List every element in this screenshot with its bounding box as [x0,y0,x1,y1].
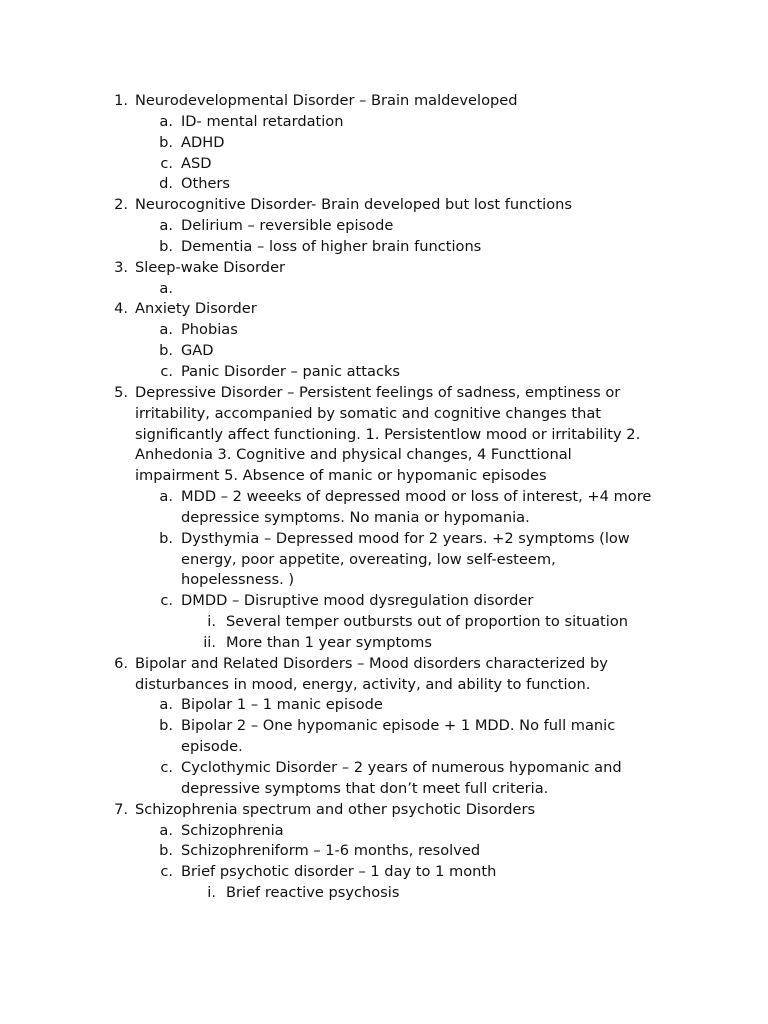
list-marker: i. [207,884,216,902]
outline-item-text: Depressive Disorder – Persistent feelings of sadness, emptiness or [135,383,621,401]
outline-item-level-1 [0,404,768,425]
outline-item-level-1 [0,195,768,216]
outline-item-text: Bipolar and Related Disorders – Mood disorders characterized by [135,654,608,672]
outline-item-text: depressive symptoms that don’t meet full criteria. [181,779,549,797]
outline-item-level-2 [0,591,768,612]
outline-item-level-1 [0,800,768,821]
outline-item-text: impairment 5. Absence of manic or hypomanic episodes [135,467,547,485]
list-marker: b. [159,237,173,255]
outline-item-level-1 [0,445,768,466]
outline-item-level-2 [0,279,768,300]
outline-item-text: Cyclothymic Disorder – 2 years of numerous hypomanic and [181,759,622,776]
list-marker: c. [160,362,173,380]
outline-item-text: DMDD – Disruptive mood dysregulation disorder [181,592,534,610]
list-marker: a. [159,488,173,506]
outline-list [0,91,768,904]
outline-item-level-2 [0,154,768,175]
outline-item-level-3 [0,633,768,654]
outline-item-text: depressice symptoms. No mania or hypomania. [181,508,530,526]
outline-item-text: Brief reactive psychosis [226,884,400,902]
outline-item-text: Dementia – loss of higher brain functions [181,237,482,255]
outline-item-level-2 [0,112,768,133]
outline-item-level-1 [0,654,768,675]
outline-item-level-1 [0,675,768,696]
outline-item-text: energy, poor appetite, overeating, low self-esteem, [181,550,556,568]
outline-item-level-2 [0,362,768,383]
outline-item-level-2 [0,341,768,362]
outline-item-level-2 [0,320,768,341]
outline-item-text: ID- mental retardation [181,112,344,130]
outline-item-text: significantly affect functioning. 1. Persistentlow mood or irritability 2. [135,425,641,443]
outline-item-level-1 [0,383,768,404]
outline-item-text: GAD [181,342,214,360]
outline-item-level-1 [0,466,768,487]
outline-item-level-2 [0,758,768,779]
list-marker: b. [159,717,173,735]
outline-item-level-2 [0,779,768,800]
list-marker: b. [159,529,173,547]
outline-item-text: Neurocognitive Disorder- Brain developed but lost functions [135,196,573,214]
list-marker: a. [159,217,173,235]
outline-item-text: Several temper outbursts out of proportion to situation [226,613,628,631]
outline-item-level-2 [0,821,768,842]
list-marker: b. [159,133,173,151]
outline-item-text: episode. [181,738,243,756]
outline-item-level-3 [0,883,768,904]
list-marker: a. [159,321,173,339]
list-marker: 1. [114,92,128,109]
outline-item-text: disturbances in mood, energy, activity, and ability to function. [135,675,591,693]
outline-item-text: Others [181,175,231,193]
list-marker: 3. [114,258,128,276]
outline-item-level-3 [0,612,768,633]
outline-item-level-2 [0,508,768,529]
outline-item-text: Anxiety Disorder [135,300,257,318]
outline-item-text: Schizophrenia spectrum and other psychotic Disorders [135,800,536,818]
outline-item-level-2 [0,216,768,237]
outline-item-text: Anhedonia 3. Cognitive and physical changes, 4 Functtional [135,446,572,464]
outline-item-text: Schizophrenia [181,821,284,839]
list-marker: c. [160,863,173,881]
outline-item-level-2 [0,237,768,258]
list-marker: 5. [114,383,128,401]
list-marker: a. [159,279,173,297]
outline-item-level-1 [0,258,768,279]
outline-item-text: More than 1 year symptoms [226,633,432,651]
outline-item-text: Sleep-wake Disorder [135,258,286,276]
outline-item-text: ADHD [181,133,225,151]
list-marker: c. [160,592,173,610]
list-marker: ii. [203,633,216,651]
list-marker: a. [159,696,173,714]
list-marker: a. [159,821,173,839]
outline-item-text: Neurodevelopmental Disorder – Brain maldeveloped [135,92,518,109]
list-marker: a. [159,112,173,130]
outline-item-text: Panic Disorder – panic attacks [181,362,401,380]
outline-item-level-1 [0,299,768,320]
outline-item-level-1 [0,425,768,446]
outline-item-text: ASD [181,154,212,172]
outline-item-text: Schizophreniform – 1-6 months, resolved [181,842,481,860]
list-marker: 4. [114,300,128,318]
outline-item-text: Bipolar 2 – One hypomanic episode + 1 MDD. No full manic [181,717,616,735]
list-marker: 2. [114,196,128,214]
outline-item-text: hopelessness. ) [181,571,295,589]
list-marker: b. [159,342,173,360]
outline-item-text: Brief psychotic disorder – 1 day to 1 month [181,863,497,881]
outline-item-level-2 [0,695,768,716]
outline-item-level-2 [0,841,768,862]
outline-item-text: Dysthymia – Depressed mood for 2 years. +2 symptoms (low [181,529,630,547]
list-marker: 7. [114,800,128,818]
outline-item-level-2 [0,716,768,737]
list-marker: i. [207,613,216,631]
outline-item-level-1 [0,91,768,112]
list-marker: c. [160,154,173,172]
outline-item-level-2 [0,133,768,154]
list-marker: 6. [114,654,128,672]
outline-item-level-2 [0,174,768,195]
outline-item-text: MDD – 2 weeeks of depressed mood or loss of interest, +4 more [181,488,652,506]
outline-item-level-2 [0,529,768,550]
list-marker: d. [159,175,173,193]
outline-item-level-2 [0,737,768,758]
list-marker: c. [160,759,173,776]
outline-item-level-2 [0,487,768,508]
outline-item-text: Delirium – reversible episode [181,217,394,235]
outline-item-text: Bipolar 1 – 1 manic episode [181,696,383,714]
outline-item-level-2 [0,862,768,883]
outline-item-level-2 [0,550,768,571]
outline-item-text: Phobias [181,321,238,339]
outline-item-text: irritability, accompanied by somatic and cognitive changes that [135,404,602,422]
outline-item-level-2 [0,570,768,591]
list-marker: b. [159,842,173,860]
